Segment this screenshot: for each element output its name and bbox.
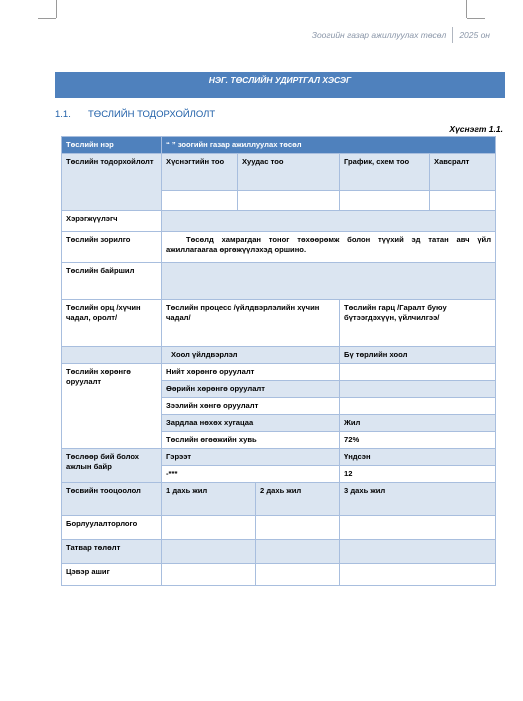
table-row	[62, 483, 496, 516]
investment-own-value	[340, 381, 496, 398]
table-row	[62, 364, 496, 381]
production-blank	[62, 347, 162, 364]
investment-loan-label: Зээлийн хөнгө оруулалт	[162, 398, 340, 415]
tax-year-2	[256, 540, 340, 564]
production-label: Хоол үйлдвэрлэл	[162, 347, 340, 364]
table-row	[62, 564, 496, 586]
section-title: ТӨСЛИЙН ТОДОРХОЙЛОЛТ	[88, 109, 216, 120]
net-year-2	[256, 564, 340, 586]
sales-year-1	[162, 516, 256, 540]
table-row	[62, 540, 496, 564]
sales-label: Борлуулалторлого	[62, 516, 162, 540]
beneficiary-value	[162, 211, 496, 232]
header-doc-title: Зоогийн газар ажиллуулах төсөл	[311, 30, 447, 40]
jobs-main-label: Үндсэн	[340, 449, 496, 466]
desc-col-charts: График, схем тоо	[340, 154, 430, 191]
investment-label: Төслийн хөрөнгө оруулалт	[62, 364, 162, 449]
input-label: Төслийн орц /хүчин чадал, оролт/	[62, 300, 162, 347]
table-caption: Хүснэгт 1.1.	[449, 124, 503, 134]
header-year: 2025 он	[459, 30, 490, 40]
table-row	[62, 347, 496, 364]
desc-col-appendix: Хавсралт	[430, 154, 496, 191]
sales-year-3	[340, 516, 496, 540]
table-row	[62, 232, 496, 263]
section-heading	[55, 109, 215, 120]
description-label: Төслийн тодорхойлолт	[62, 154, 162, 211]
output-label: Төслийн гарц /Гаралт буюу бүтээгдэхүүн, үйлчилгээ/	[340, 300, 496, 347]
return-label: Төслийн өгөөжийн хувь	[162, 432, 340, 449]
calc-label: Төсвийн тооцоолол	[62, 483, 162, 516]
crop-mark-top-right-vertical	[466, 0, 467, 18]
process-label: Төслийн процесс /үйлдвэрлэлийн хүчин чадал/	[162, 300, 340, 347]
investment-loan-value	[340, 398, 496, 415]
year-2-label: 2 дахь жил	[256, 483, 340, 516]
desc-cell-appendix	[430, 191, 496, 211]
desc-col-tables: Хүснэгтийн тоо	[162, 154, 238, 191]
investment-own-label: Өөрийн хөрөнгө оруулалт	[162, 381, 340, 398]
table-row	[62, 449, 496, 466]
desc-col-pages: Хуудас тоо	[238, 154, 340, 191]
jobs-contract-value: -***	[162, 466, 340, 483]
tax-year-3	[340, 540, 496, 564]
payback-value: Жил	[340, 415, 496, 432]
investment-total-label: Нийт хөрөнгө оруулалт	[162, 364, 340, 381]
payback-label: Зардлаа нөхөх хугацаа	[162, 415, 340, 432]
section-number: 1.1.	[55, 109, 71, 120]
net-profit-label: Цэвэр ашиг	[62, 564, 162, 586]
table-row	[62, 154, 496, 191]
net-year-3	[340, 564, 496, 586]
product-label: Бү төрлийн хоол	[340, 347, 496, 364]
net-year-1	[162, 564, 256, 586]
crop-mark-top-left-horizontal	[38, 18, 56, 19]
desc-cell-charts	[340, 191, 430, 211]
sales-year-2	[256, 516, 340, 540]
table-row	[62, 137, 496, 154]
tax-label: Татвар төлөлт	[62, 540, 162, 564]
table-row	[62, 300, 496, 347]
year-1-label: 1 дахь жил	[162, 483, 256, 516]
table-row	[62, 211, 496, 232]
header-separator	[452, 27, 453, 43]
year-3-label: 3 дахь жил	[340, 483, 496, 516]
crop-mark-top-left-vertical	[56, 0, 57, 18]
desc-cell-pages	[238, 191, 340, 211]
project-name-value: “ ” зоогийн газар ажиллуулах төсөл	[162, 137, 496, 154]
table-row	[62, 516, 496, 540]
goal-value: Төсөлд хамрагдан тоног төхөөрөмж болон түүхий эд татан авч үйл ажиллагаагаа өргөжүүлэхэд оршино.	[162, 232, 496, 263]
tax-year-1	[162, 540, 256, 564]
project-summary-table	[61, 136, 496, 586]
location-label: Төслийн байршил	[62, 263, 162, 300]
jobs-main-value: 12	[340, 466, 496, 483]
desc-cell-tables	[162, 191, 238, 211]
return-value: 72%	[340, 432, 496, 449]
jobs-contract-label: Гэрээт	[162, 449, 340, 466]
project-name-label: Төслийн нэр	[62, 137, 162, 154]
beneficiary-label: Хэрэгжүүлэгч	[62, 211, 162, 232]
chapter-banner: НЭГ. ТӨСЛИЙН УДИРТГАЛ ХЭСЭГ	[55, 72, 505, 98]
crop-mark-top-right-horizontal	[467, 18, 485, 19]
investment-total-value	[340, 364, 496, 381]
table-row	[62, 263, 496, 300]
page-header	[312, 27, 490, 43]
location-value	[162, 263, 496, 300]
goal-label: Төслийн зорилго	[62, 232, 162, 263]
jobs-label: Төслөөр бий болох ажлын байр	[62, 449, 162, 483]
